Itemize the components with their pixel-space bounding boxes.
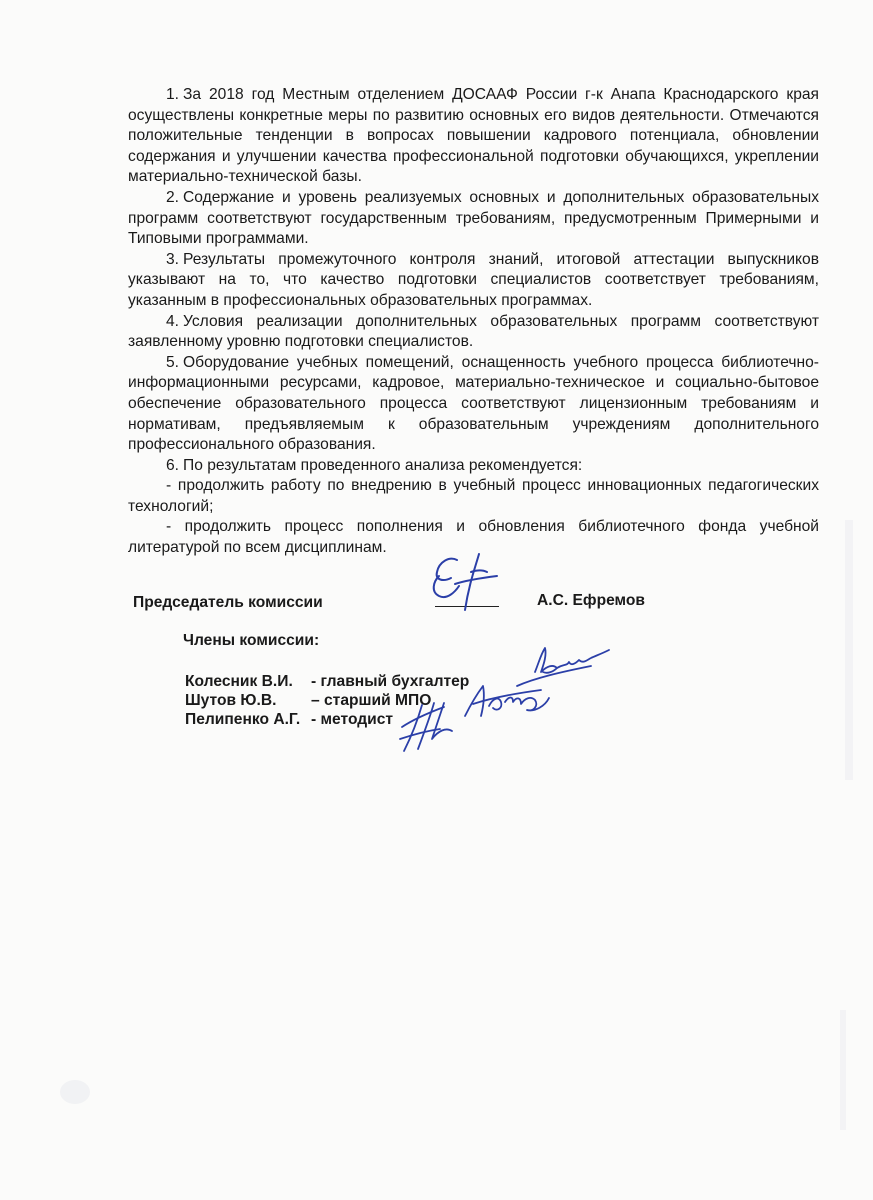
chair-signature-row xyxy=(133,592,693,622)
paragraph-2 xyxy=(128,188,819,250)
scan-artifact xyxy=(60,1080,90,1104)
paragraph-number: 6. xyxy=(166,456,180,474)
paragraph-3 xyxy=(128,250,819,312)
paragraph-text: Результаты промежуточного контроля знаний, итоговой аттестации выпускников указывают на то, что качество подготовки специалистов соответствует требованиям, указанным в профессиональных образовательных программах. xyxy=(128,250,819,309)
paragraph-text: За 2018 год Местным отделением ДОСААФ России г-к Анапа Краснодарского края осуществлены конкретные меры по развитию основных его видов деятельности. Отмечаются положительные тенденции в вопросах повышении кадрового потенциала, обновлении содержания и улучшении качества профессиональной подготовки обучающихся, укреплении материально-технической базы. xyxy=(128,86,819,186)
members-title: Члены комиссии: xyxy=(183,632,320,649)
chair-name: А.С. Ефремов xyxy=(537,592,645,609)
paragraph-number: 4. xyxy=(166,312,180,330)
paragraph-6 xyxy=(128,456,819,477)
paragraph-4 xyxy=(128,312,819,353)
member-role: - методист xyxy=(311,711,394,728)
member-role: - главный бухгалтер xyxy=(311,673,470,690)
paragraph-text: Содержание и уровень реализуемых основных и дополнительных образовательных программ соответствуют государственным требованиям, предусмотренным Примерными и Типовыми программами. xyxy=(128,188,819,248)
member-name: Шутов Ю.В. xyxy=(185,692,277,709)
paragraph-number: 3. xyxy=(166,250,180,268)
member-role: – старший МПО xyxy=(311,692,432,709)
chair-signature-icon xyxy=(425,552,505,614)
paragraph-number: 2. xyxy=(166,188,180,206)
document-body xyxy=(128,85,819,559)
paragraph-text: Условия реализации дополнительных образовательных программ соответствуют заявленному уровню подготовки специалистов. xyxy=(128,312,819,351)
paragraph-number: 5. xyxy=(166,353,180,371)
paragraph-5 xyxy=(128,353,819,456)
scan-artifact xyxy=(845,520,853,780)
chair-label: Председатель комиссии xyxy=(133,594,323,611)
scan-artifact xyxy=(840,1010,846,1130)
paragraph-number: 1. xyxy=(166,86,180,103)
recommendation-2: - продолжить процесс пополнения и обновления библиотечного фонда учебной литературой по всем дисциплинам. xyxy=(128,518,819,557)
paragraph-text: По результатам проведенного анализа рекомендуется: xyxy=(183,456,583,474)
paragraph-text: Оборудование учебных помещений, оснащенность учебного процесса библиотечно-информационными ресурсами, кадровое, материально-техническое и социально-бытовое обеспечение образовательного процесса соответствуют лицензионным требованиям и нормативам, предъявляемым к образовательным учреждениям дополнительного профессионального образования. xyxy=(128,353,819,454)
paragraph-1 xyxy=(128,85,819,188)
member-signature-3-icon xyxy=(392,693,472,755)
recommendation-1: - продолжить работу по внедрению в учебный процесс инновационных педагогических технологий; xyxy=(128,477,819,515)
member-row xyxy=(185,672,469,691)
member-name: Пелипенко А.Г. xyxy=(185,711,301,728)
member-name: Колесник В.И. xyxy=(185,673,293,690)
